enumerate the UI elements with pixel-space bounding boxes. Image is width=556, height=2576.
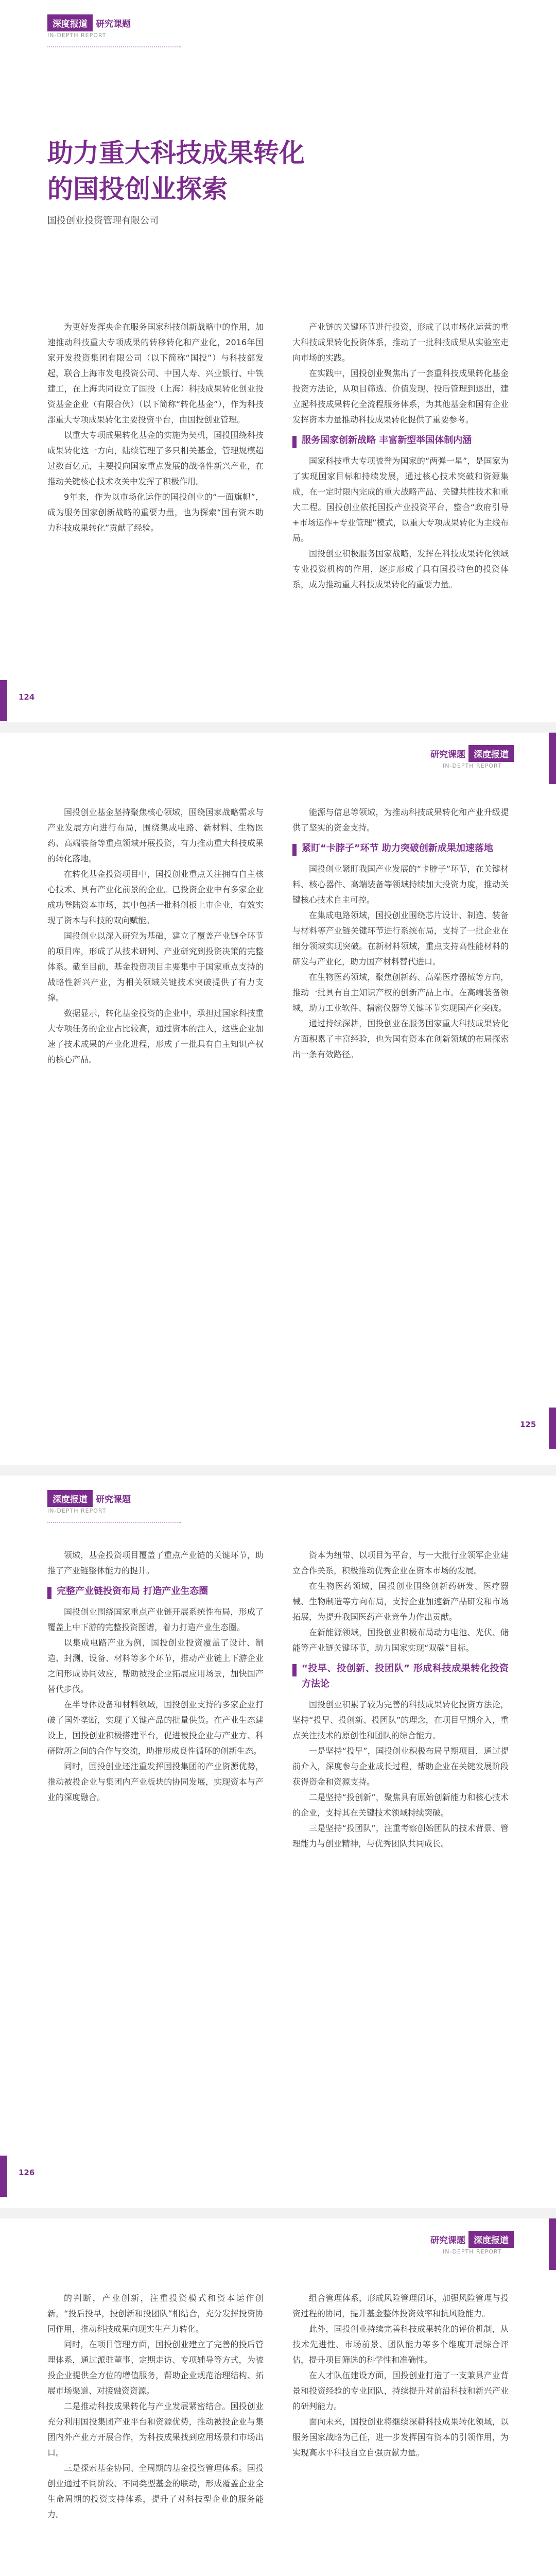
- paragraph: 国投创业基金坚持聚焦核心领域，围绕国家战略需求与产业发展方向进行布局，围绕集成电路、新材料、生物医药、高端装备等重点领域开展投资，有力推动重大科技成果的转化落地。: [47, 807, 264, 863]
- article-title: [47, 135, 305, 207]
- paragraph: 9年来，作为以市场化运作的国投创业的“一面旗帜”，成为服务国家创新战略的重要力量，也为探索“国有资本助力科技成果转化”贡献了经验。: [47, 492, 264, 533]
- page-gap: [0, 1465, 556, 1476]
- paragraph: 在半导体设备和材料领域，国投创业支持的多家企业打破了国外垄断，实现了关键产品的批量供货。在产业生态建设上，国投创业积极搭建平台，促进被投企业与产业方、科研院所之间的合作与交流，助推形成良性循环的创新生态。: [47, 1700, 264, 1756]
- article-author: 国投创业投资管理有限公司: [47, 215, 159, 226]
- header-tag-secondary: 研究课题: [430, 2235, 465, 2246]
- header-tags: [47, 1490, 134, 1507]
- paragraph: 面向未来，国投创业将继续深耕科技成果转化领域，以服务国家战略为己任，进一步发挥国有资本的引领作用，为实现高水平科技自立自强贡献力量。: [292, 2417, 509, 2458]
- header-tag-primary: 深度报道: [47, 1490, 93, 1507]
- header-tag-primary: 深度报道: [468, 2231, 514, 2248]
- page-edge-bar: [549, 1408, 556, 1449]
- page-number: 125: [520, 1420, 536, 1429]
- paragraph: 数据显示，转化基金投资的企业中，承担过国家科技重大专项任务的企业占比较高，通过资本的注入，这些企业加速了技术成果的产业化进程，形成了一批具有自主知识产权的核心产品。: [47, 1008, 264, 1064]
- paragraph: 在生物医药领域，聚焦创新药、高端医疗器械等方向，推动一批具有自主知识产权的创新产品上市。在高端装备领域，助力工业软件、精密仪器等关键环节实现国产化突破。: [292, 972, 509, 1013]
- column-left: [47, 319, 264, 536]
- section-heading: “投早、投创新、投团队” 形成科技成果转化投资方法论: [292, 1661, 509, 1692]
- header-tag-secondary: 研究课题: [96, 1495, 131, 1505]
- section-heading: 紧盯“卡脖子”环节 助力突破创新成果加速落地: [292, 841, 509, 856]
- paragraph: 在实践中，国投创业聚焦出了一套重科技成果转化基金投资方法论，从项目筛选、价值发现、投后管理到退出，建立起科技成果转化全流程服务体系，为其他基金和国有企业发挥资本力量推动科技成果转化提供了重要参考。: [292, 368, 509, 425]
- divider: [47, 1522, 181, 1523]
- paragraph: 以重大专项成果转化基金的实施为契机，国投围绕科技成果转化这一方向，陆续管理了多只相关基金，管理规模超过数百亿元，主要投向国家重点发展的战略性新兴产业，在推动关键核心技术攻关中发挥了积极作用。: [47, 430, 264, 486]
- paragraph: 为更好发挥央企在服务国家科技创新战略中的作用，加速推动科技重大专项成果的转移转化和产业化，2016年国家开发投资集团有限公司（以下简称“国投”）与科技部发起，联合上海市发电投资公司、中国人寿、兴业银行、中铁建工，在上海共同设立了国投（上海）科技成果转化创业投资基金企业（有限合伙）（以下简称“转化基金”），作为科技部重大专项成果转化主要投资平台，由国投创业管理。: [47, 322, 264, 425]
- paragraph: 二是坚持“投创新”，聚焦具有原始创新能力和核心技术的企业，支持其在关键技术领域持续突破。: [292, 1792, 509, 1818]
- paragraph: 在集成电路领域，国投创业围绕芯片设计、制造、装备与材料等产业链关键环节进行系统布局，支持了一批企业在细分领域实现突破。在新材料领域，重点支持高性能材料的研发与产业化，助力国产材料替代进口。: [292, 910, 509, 967]
- paragraph: 国投创业以深入研究为基础，建立了覆盖产业链全环节的项目库，形成了从技术研判、产业研究到投资决策的完整体系。截至目前，基金投资项目主要集中于国家重点支持的战略性新兴产业，为相关领域关键技术突破提供了有力支撑。: [47, 931, 264, 1003]
- page-number: 124: [19, 692, 35, 702]
- page-127: [0, 2218, 556, 2576]
- paragraph: 三是探索基金协同、全周期的基金投资管理体系。国投创业通过不同阶段、不同类型基金的联动，形成覆盖企业全生命周期的投资支持体系，提升了对科技型企业的服务能力。: [47, 2463, 264, 2519]
- page-124: [0, 0, 556, 733]
- header-tag-primary: 深度报道: [47, 14, 93, 31]
- paragraph: 在人才队伍建设方面，国投创业打造了一支兼具产业背景和投资经验的专业团队，持续提升对前沿科技和新兴产业的研判能力。: [292, 2370, 509, 2411]
- header-tags: [47, 14, 134, 31]
- page-125: [0, 733, 556, 1465]
- page-126: [0, 1476, 556, 2208]
- paragraph: 以集成电路产业为例，国投创业投资覆盖了设计、制造、封测、设备、材料等多个环节，推动产业链上下游企业之间形成协同效应，帮助被投企业拓展应用场景，加快国产替代步伐。: [47, 1638, 264, 1694]
- paragraph: 组合管理体系，形成风险管理闭环，加强风险管理与投资过程的协同，提升基金整体投资效率和抗风险能力。: [292, 2293, 509, 2318]
- divider: [47, 46, 181, 47]
- header-subtitle: IN-DEPTH REPORT: [47, 32, 107, 39]
- paragraph: 一是坚持“投早”，国投创业积极布局早期项目，通过提前介入，深度参与企业成长过程，帮助企业在关键发展阶段获得资金和资源支持。: [292, 1746, 509, 1787]
- paragraph: 在转化基金投资项目中，国投创业重点关注拥有自主核心技术、具有产业化前景的企业。已投资企业中有多家企业成功登陆资本市场，其中包括一批科创板上市企业，有效实现了资本与科技的双向赋能。: [47, 869, 264, 925]
- paragraph: 的判断，产业创新，注重投资模式和资本运作创新，“投后投早，投创新和投团队”相结合，充分发挥投资协同作用，推动科技成果向现实生产力转化。: [47, 2293, 264, 2334]
- paragraph: 此外，国投创业持续完善科技成果转化的评价机制，从技术先进性、市场前景、团队能力等多个维度开展综合评估，提升项目筛选的科学性和准确性。: [292, 2324, 509, 2365]
- paragraph: 产业链的关键环节进行投资，形成了以市场化运营的重大科技成果转化投资体系，推动了一批科技成果从实验室走向市场的实践。: [292, 322, 509, 363]
- column-right: [292, 1548, 509, 1852]
- header-subtitle: IN-DEPTH REPORT: [47, 1507, 107, 1514]
- column-left: [47, 2291, 264, 2522]
- page-edge-bar: [549, 733, 556, 784]
- header-subtitle: IN-DEPTH REPORT: [443, 762, 502, 769]
- header-tag-primary: 深度报道: [468, 745, 514, 762]
- paragraph: 国投创业积累了较为完善的科技成果转化投资方法论，坚持“投早、投创新、投团队”的理念，在项目早期介入，重点关注技术的原创性和团队的综合能力。: [292, 1700, 509, 1740]
- article-title-line1: 助力重大科技成果转化: [47, 138, 305, 168]
- header-tag-secondary: 研究课题: [96, 19, 131, 29]
- page-number: 126: [19, 2168, 35, 2177]
- header-subtitle: IN-DEPTH REPORT: [443, 2248, 502, 2255]
- paragraph: 国投创业围绕国家重点产业链开展系统性布局，形成了覆盖上中下游的完整投资图谱，着力打造产业生态圈。: [47, 1607, 264, 1632]
- paragraph: 同时，在项目管理方面，国投创业建立了完善的投后管理体系，通过派驻董事、定期走访、专项辅导等方式，为被投企业提供全方位的增值服务，帮助企业规范治理结构、拓展市场渠道、对接融资资源。: [47, 2340, 264, 2396]
- paragraph: 国投创业紧盯我国产业发展的“卡脖子”环节，在关键材料、核心器件、高端装备等领域持续加大投资力度，推动关键核心技术自主可控。: [292, 864, 509, 905]
- paragraph: 资本为纽带、以项目为平台，与一大批行业领军企业建立合作关系，积极推动优秀企业在资本市场的发展。: [292, 1550, 509, 1575]
- page-edge-bar: [549, 2218, 556, 2270]
- paragraph: 国投创业积极服务国家战略，发挥在科技成果转化领域专业投资机构的作用，逐步形成了具有国投特色的投资体系，成为推动重大科技成果转化的重要力量。: [292, 549, 509, 589]
- paragraph: 在新能源领域，国投创业积极布局动力电池、光伏、储能等产业链关键环节，助力国家实现“双碳”目标。: [292, 1628, 509, 1653]
- paragraph: 国家科技重大专项被誉为国家的“两弹一星”，是国家为了实现国家目标和持续发展，通过核心技术突破和资源集成，在一定时限内完成的重大战略产品、关键共性技术和重大工程。国投创业依托国投产业投资平台，整合“政府引导+市场运作+专业管理”模式，以重大专项成果转化为主线布局。: [292, 456, 509, 543]
- page-edge-bar: [0, 2156, 7, 2197]
- column-right: [292, 2291, 509, 2461]
- section-heading: 服务国家创新战略 丰富新型举国体制内涵: [292, 433, 509, 448]
- column-right: [292, 319, 509, 592]
- paragraph: 三是坚持“投团队”，注重考察创始团队的技术背景、管理能力与创业精神，与优秀团队共同成长。: [292, 1823, 509, 1849]
- paragraph: 在生物医药领域，国投创业围绕创新药研发、医疗器械、生物制造等方向布局，支持企业加速新产品研发和市场拓展，为提升我国医药产业竞争力作出贡献。: [292, 1581, 509, 1622]
- header-tag-secondary: 研究课题: [430, 750, 465, 760]
- page-gap: [0, 2208, 556, 2218]
- section-heading: 完整产业链投资布局 打造产业生态圈: [47, 1584, 264, 1599]
- paragraph: 二是推动科技成果转化与产业发展紧密结合。国投创业充分利用国投集团产业平台和资源优势，推动被投企业与集团内外产业方开展合作，为科技成果找到应用场景和市场出口。: [47, 2401, 264, 2458]
- column-right: [292, 805, 509, 1062]
- page-gap: [0, 722, 556, 733]
- paragraph: 通过持续深耕，国投创业在服务国家重大科技成果转化方面积累了丰富经验，也为国有资本在创新领域的布局探索出一条有效路径。: [292, 1019, 509, 1059]
- column-left: [47, 1548, 264, 1805]
- paragraph: 能源与信息等领域，为推动科技成果转化和产业升级提供了坚实的资金支持。: [292, 807, 509, 833]
- column-left: [47, 805, 264, 1067]
- paragraph: 同时，国投创业还注重发挥国投集团的产业资源优势，推动被投企业与集团内产业板块的协同发展，实现资本与产业的深度融合。: [47, 1761, 264, 1802]
- paragraph: 领域，基金投资项目覆盖了重点产业链的关键环节，助推了产业链整体能力的提升。: [47, 1550, 264, 1575]
- page-edge-bar: [0, 680, 7, 721]
- article-title-line2: 的国投创业探索: [47, 174, 228, 204]
- header-tags: [427, 2231, 514, 2248]
- header-tags: [427, 745, 514, 762]
